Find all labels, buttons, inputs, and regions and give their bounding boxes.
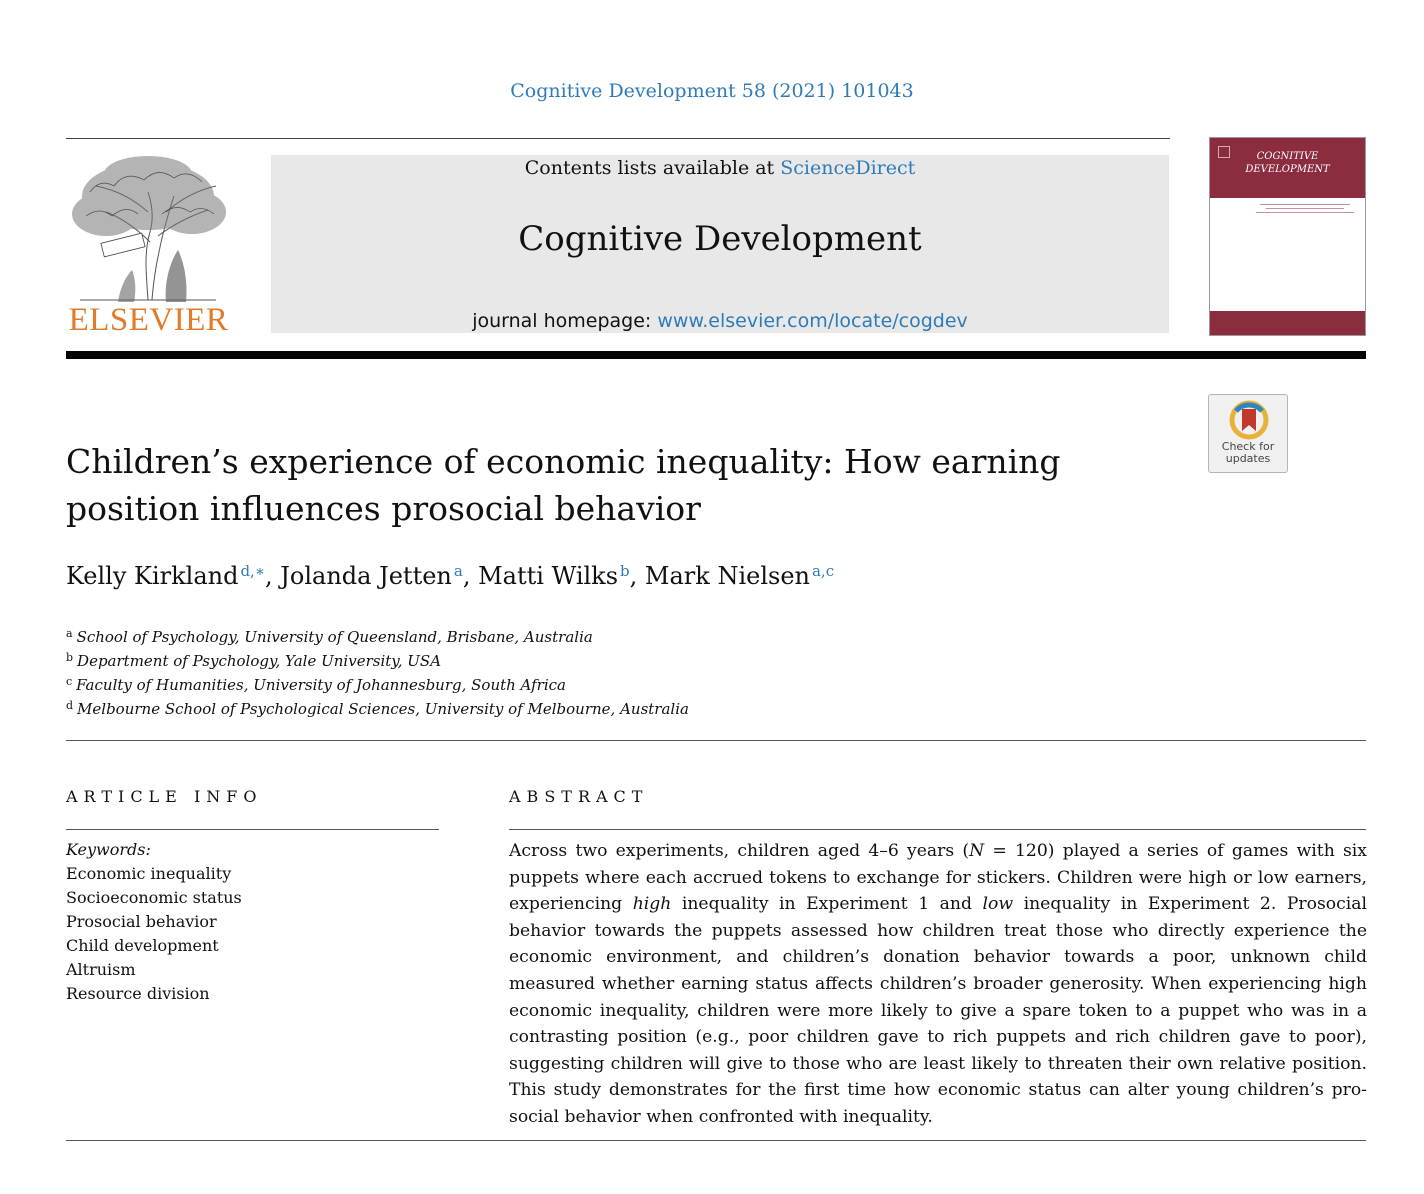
journal-banner: [271, 155, 1169, 333]
crossmark-label: [1209, 441, 1287, 465]
sciencedirect-link[interactable]: ScienceDirect: [780, 157, 916, 179]
abstract-part: = 120) played a series of games with six puppets where each accrued tokens to exchange for stickers. Children were high or low earners, experiencing: [509, 841, 1367, 915]
cover-title-line2: DEVELOPMENT: [1245, 164, 1330, 175]
keywords-list: [66, 838, 242, 1006]
article-title: Children’s experience of economic inequality: How earning position influences prosocial behavior: [66, 442, 1061, 528]
elsevier-wordmark: ELSEVIER: [68, 302, 229, 338]
abstract-part: Across two experiments, children aged 4–6 years (: [509, 841, 970, 861]
crossmark-icon: [1228, 399, 1270, 441]
affiliation-mark: a: [66, 627, 73, 640]
article-info-heading: ARTICLE INFO: [66, 787, 263, 806]
keyword-item: Socioeconomic status: [66, 888, 242, 907]
abstract-heading: ABSTRACT: [509, 787, 649, 806]
abstract-emphasis: high: [632, 894, 672, 915]
affiliation-item: [66, 670, 966, 694]
keywords-label: Keywords:: [66, 840, 151, 859]
crossmark-label-line1: Check for: [1221, 440, 1275, 453]
cover-fine-line: [1266, 208, 1344, 209]
author-affiliation-marks[interactable]: b: [620, 562, 630, 580]
affiliation-item: [66, 694, 966, 718]
crossmark-label-line2: updates: [1225, 452, 1271, 465]
elsevier-logo[interactable]: [66, 152, 231, 337]
author-name[interactable]: Jolanda Jetten: [280, 562, 452, 590]
author-affiliation-marks[interactable]: a: [453, 562, 463, 580]
elsevier-tree-icon: [66, 152, 231, 302]
contents-prefix: Contents lists available at: [524, 157, 781, 179]
article-info-rule: [66, 829, 439, 830]
abstract-part: inequality in Experiment 1 and: [671, 894, 983, 915]
author-separator: ,: [265, 562, 281, 590]
keyword-item: Altruism: [66, 960, 136, 979]
homepage-prefix: journal homepage:: [472, 310, 658, 332]
abstract-part: inequality in Experiment 2. Prosocial behavior towards the puppets assessed how children treat those who directly experience the economic environment, and children’s donation behavior towards a poor, unknown child measured whether earning status affects children’s broader generosity. When experiencing high economic inequality, children were more likely to give a spare token to a puppet who was in a contrasting position (e.g., poor children gave to rich puppets and rich children gave to poor), suggesting children will give to those who are least likely to threaten their own relative position. This study demonstrates for the first time how economic status can alter young children’s pro-social behavior when confronted with inequality.: [509, 894, 1368, 1127]
top-rule: [66, 138, 1170, 139]
abstract-n-symbol: N: [969, 841, 985, 861]
keyword-item: Prosocial behavior: [66, 912, 217, 931]
keyword-item: Economic inequality: [66, 864, 232, 883]
affiliation-text: Department of Psychology, Yale University, USA: [77, 652, 442, 670]
affiliation-item: [66, 622, 966, 646]
abstract-rule: [509, 829, 1366, 830]
author-affiliation-marks[interactable]: a,c: [811, 562, 835, 580]
header-thick-rule: [66, 351, 1366, 359]
affiliation-text: School of Psychology, University of Queensland, Brisbane, Australia: [76, 628, 593, 646]
bottom-rule: [66, 1140, 1366, 1141]
cover-title: [1210, 150, 1365, 176]
cover-fine-line: [1260, 204, 1350, 205]
author-name[interactable]: Mark Nielsen: [644, 562, 810, 590]
author-name[interactable]: Matti Wilks: [478, 562, 619, 590]
affiliation-list: [66, 622, 966, 718]
journal-title: Cognitive Development: [518, 219, 922, 259]
journal-cover-thumbnail[interactable]: [1209, 137, 1366, 336]
affiliation-item: [66, 646, 966, 670]
section-rule: [66, 740, 1366, 741]
keyword-item: Resource division: [66, 984, 210, 1003]
affiliation-mark: d: [66, 699, 74, 712]
homepage-link[interactable]: www.elsevier.com/locate/cogdev: [657, 310, 968, 332]
author-separator: ,: [629, 562, 645, 590]
cover-fine-line: [1256, 212, 1354, 213]
author-name[interactable]: Kelly Kirkland: [66, 562, 239, 590]
affiliation-mark: b: [66, 651, 74, 664]
keyword-item: Child development: [66, 936, 219, 955]
author-separator: ,: [462, 562, 479, 590]
cover-footer-band: [1210, 311, 1365, 335]
author-list: [66, 562, 1166, 590]
journal-citation[interactable]: [0, 80, 1424, 102]
abstract-emphasis: low: [982, 894, 1014, 915]
cover-title-line1: COGNITIVE: [1256, 151, 1319, 162]
affiliation-text: Faculty of Humanities, University of Johannesburg, South Africa: [76, 676, 566, 694]
abstract-text: [509, 838, 1367, 1131]
contents-line: [271, 157, 1169, 179]
citation-text[interactable]: Cognitive Development 58 (2021) 101043: [510, 80, 914, 102]
homepage-line: [271, 310, 1169, 332]
check-for-updates-button[interactable]: [1208, 394, 1288, 473]
author-affiliation-marks[interactable]: d,∗: [240, 562, 266, 580]
affiliation-mark: c: [66, 675, 73, 688]
affiliation-text: Melbourne School of Psychological Sciences, University of Melbourne, Australia: [77, 700, 689, 718]
